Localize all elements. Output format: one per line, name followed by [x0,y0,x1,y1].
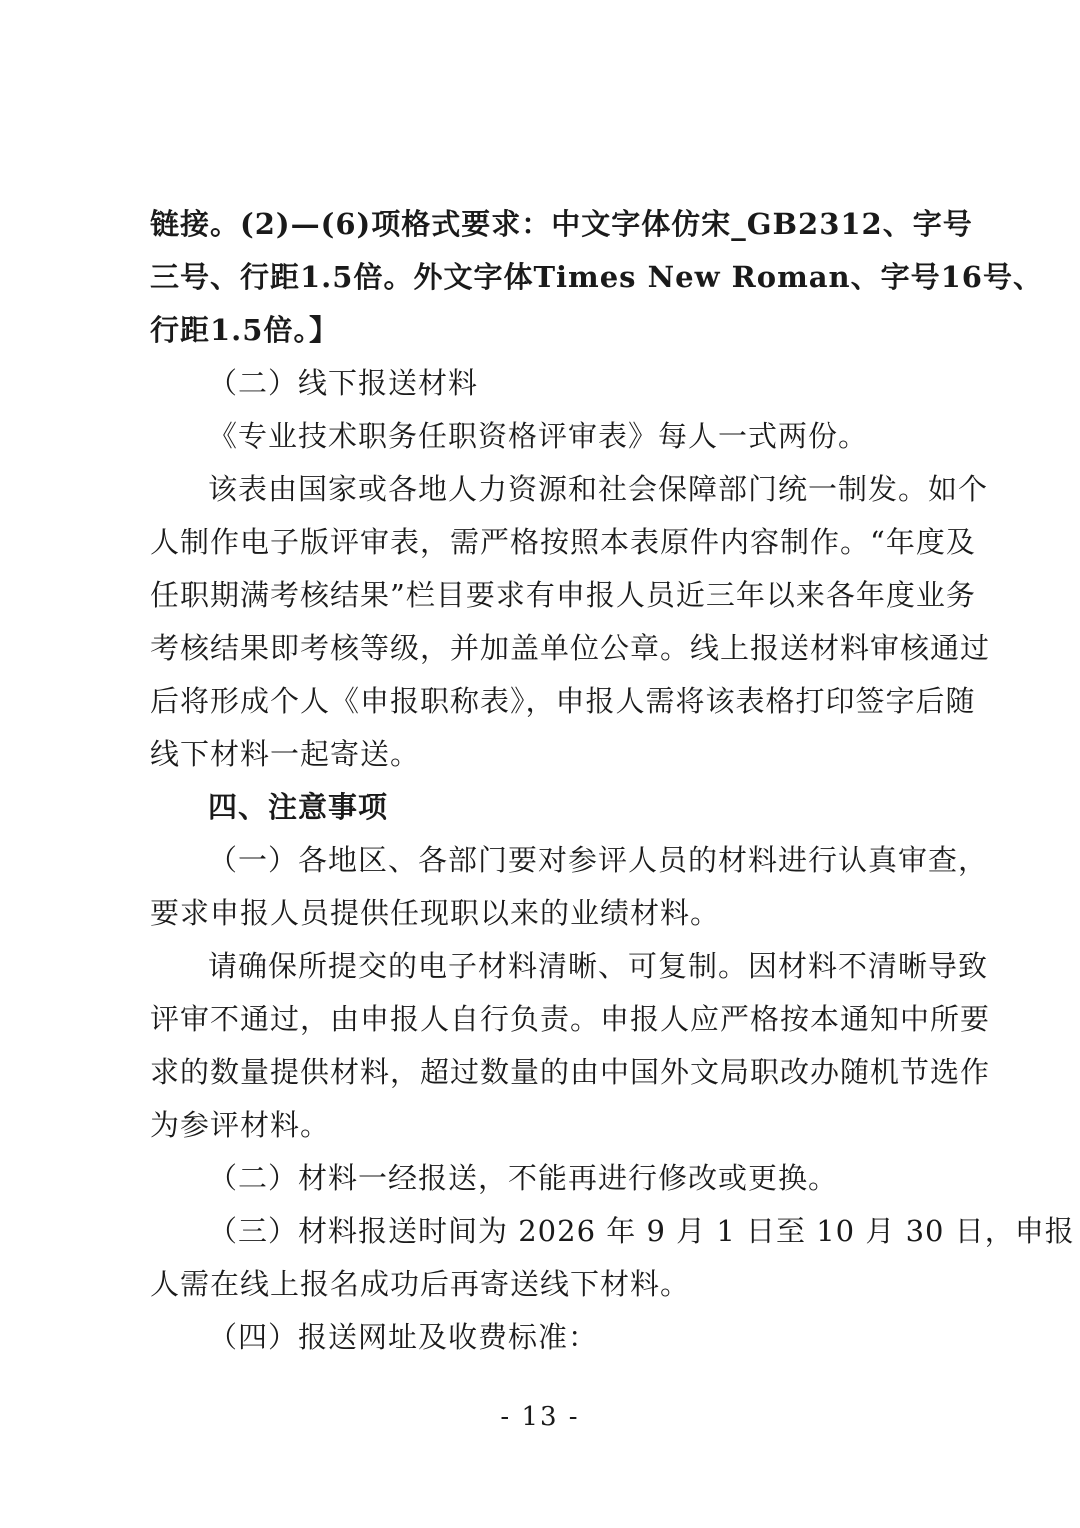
text-line: 任职期满考核结果”栏目要求有申报人员近三年以来各年度业务 [150,578,976,612]
text-line: 后将形成个人《申报职称表》，申报人需将该表格打印签字后随 [150,684,976,718]
text-line: 该表由国家或各地人力资源和社会保障部门统一制发。如个 [208,472,989,506]
text-line: 要求申报人员提供任现职以来的业绩材料。 [150,896,721,930]
text-line: 人制作电子版评审表，需严格按照本表原件内容制作。“年度及 [150,525,976,559]
text-line: 求的数量提供材料，超过数量的由中国外文局职改办随机节选作 [150,1055,991,1089]
bold-text-line: 链接。(2)—(6)项格式要求：中文字体仿宋_GB2312、字号 [150,207,973,241]
text-line: （三）材料报送时间为 2026 年 9 月 1 日至 10 月 30 日，申报 [208,1214,1075,1248]
text-line: （二）线下报送材料 [208,366,479,400]
text-line: 考核结果即考核等级，并加盖单位公章。线上报送材料审核通过 [150,631,991,665]
text-line: 请确保所提交的电子材料清晰、可复制。因材料不清晰导致 [208,949,989,983]
bold-text-line: 行距1.5倍。】 [150,313,339,347]
text-line: 人需在线上报名成功后再寄送线下材料。 [150,1267,691,1301]
text-line: 《专业技术职务任职资格评审表》每人一式两份。 [208,419,869,453]
text-line: （二）材料一经报送，不能再进行修改或更换。 [208,1161,839,1195]
text-line: 为参评材料。 [150,1108,331,1142]
page-number: - 13 - [500,1402,580,1432]
text-line: （四）报送网址及收费标准： [208,1320,599,1354]
text-line: （一）各地区、各部门要对参评人员的材料进行认真审查， [208,843,989,877]
bold-text-line: 四、注意事项 [208,790,389,824]
bold-text-line: 三号、行距1.5倍。外文字体Times New Roman、字号16号、 [150,260,1043,294]
text-line: 线下材料一起寄送。 [150,737,421,771]
document-body [150,198,1075,1364]
text-line: 评审不通过，由申报人自行负责。申报人应严格按本通知中所要 [150,1002,991,1036]
